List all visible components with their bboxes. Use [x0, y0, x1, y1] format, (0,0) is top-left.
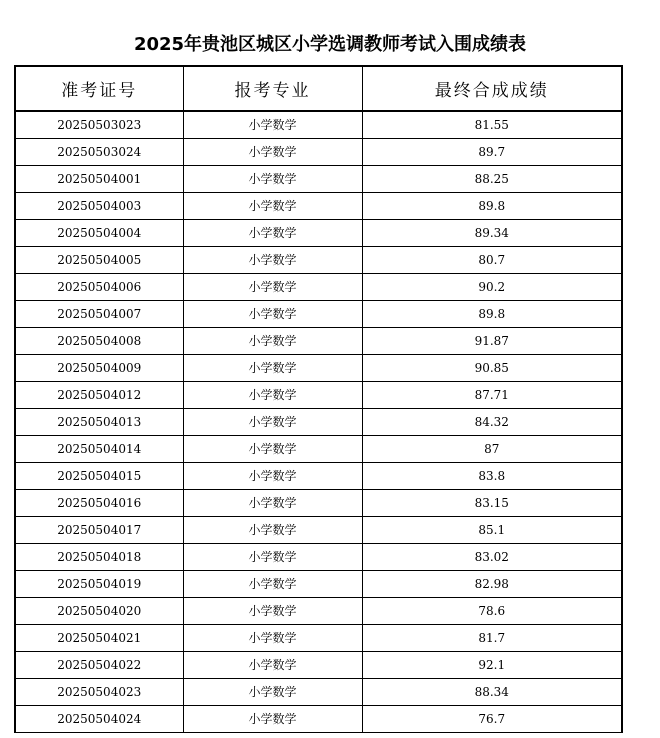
results-table: [14, 65, 623, 733]
table-row: [15, 382, 622, 409]
final-score-cell: 76.7: [362, 706, 622, 733]
exam-id-cell: 20250504004: [15, 220, 183, 247]
table-row: [15, 598, 622, 625]
exam-id-cell: 20250504013: [15, 409, 183, 436]
table-row: [15, 274, 622, 301]
table-row: [15, 328, 622, 355]
exam-id-cell: 20250504007: [15, 301, 183, 328]
table-row: [15, 301, 622, 328]
table-row: [15, 652, 622, 679]
table-row: [15, 409, 622, 436]
exam-id-cell: 20250504003: [15, 193, 183, 220]
major-cell: 小学数学: [183, 463, 362, 490]
major-cell: 小学数学: [183, 274, 362, 301]
table-row: [15, 517, 622, 544]
final-score-cell: 89.8: [362, 193, 622, 220]
exam-id-cell: 20250503023: [15, 111, 183, 139]
major-cell: 小学数学: [183, 220, 362, 247]
final-score-cell: 87.71: [362, 382, 622, 409]
exam-id-cell: 20250504001: [15, 166, 183, 193]
table-row: [15, 220, 622, 247]
final-score-cell: 81.7: [362, 625, 622, 652]
page-title: 2025年贵池区城区小学选调教师考试入围成绩表: [133, 34, 527, 55]
major-cell: 小学数学: [183, 328, 362, 355]
final-score-cell: 81.55: [362, 111, 622, 139]
table-row: [15, 355, 622, 382]
major-cell: 小学数学: [183, 139, 362, 166]
exam-id-cell: 20250504019: [15, 571, 183, 598]
exam-id-cell: 20250504012: [15, 382, 183, 409]
major-cell: 小学数学: [183, 382, 362, 409]
table-body: [15, 111, 622, 733]
major-cell: 小学数学: [183, 247, 362, 274]
major-cell: 小学数学: [183, 355, 362, 382]
major-cell: 小学数学: [183, 598, 362, 625]
major-cell: 小学数学: [183, 652, 362, 679]
exam-id-cell: 20250504008: [15, 328, 183, 355]
exam-id-cell: 20250504017: [15, 517, 183, 544]
exam-id-cell: 20250504021: [15, 625, 183, 652]
final-score-cell: 91.87: [362, 328, 622, 355]
final-score-cell: 83.15: [362, 490, 622, 517]
major-cell: 小学数学: [183, 706, 362, 733]
exam-id-cell: 20250504015: [15, 463, 183, 490]
major-cell: 小学数学: [183, 409, 362, 436]
table-row: [15, 706, 622, 733]
exam-id-cell: 20250504006: [15, 274, 183, 301]
final-score-cell: 80.7: [362, 247, 622, 274]
final-score-cell: 90.85: [362, 355, 622, 382]
table-row: [15, 193, 622, 220]
table-row: [15, 111, 622, 139]
major-cell: 小学数学: [183, 679, 362, 706]
final-score-cell: 88.34: [362, 679, 622, 706]
final-score-cell: 83.02: [362, 544, 622, 571]
major-cell: 小学数学: [183, 301, 362, 328]
column-header-exam-id: 准考证号: [15, 66, 183, 111]
table-row: [15, 463, 622, 490]
final-score-cell: 87: [362, 436, 622, 463]
major-cell: 小学数学: [183, 571, 362, 598]
table-row: [15, 247, 622, 274]
table-row: [15, 139, 622, 166]
final-score-cell: 82.98: [362, 571, 622, 598]
table-row: [15, 166, 622, 193]
table-row: [15, 571, 622, 598]
final-score-cell: 83.8: [362, 463, 622, 490]
final-score-cell: 84.32: [362, 409, 622, 436]
final-score-cell: 88.25: [362, 166, 622, 193]
major-cell: 小学数学: [183, 436, 362, 463]
final-score-cell: 92.1: [362, 652, 622, 679]
major-cell: 小学数学: [183, 625, 362, 652]
exam-id-cell: 20250504024: [15, 706, 183, 733]
final-score-cell: 78.6: [362, 598, 622, 625]
exam-id-cell: 20250504009: [15, 355, 183, 382]
final-score-cell: 89.8: [362, 301, 622, 328]
major-cell: 小学数学: [183, 490, 362, 517]
major-cell: 小学数学: [183, 166, 362, 193]
major-cell: 小学数学: [183, 111, 362, 139]
exam-id-cell: 20250504016: [15, 490, 183, 517]
final-score-cell: 89.34: [362, 220, 622, 247]
column-header-major: 报考专业: [183, 66, 362, 111]
table-row: [15, 625, 622, 652]
exam-id-cell: 20250504005: [15, 247, 183, 274]
column-header-final-score: 最终合成成绩: [362, 66, 622, 111]
header-row: [15, 66, 622, 111]
table-row: [15, 544, 622, 571]
final-score-cell: 90.2: [362, 274, 622, 301]
table-header: [15, 66, 622, 111]
final-score-cell: 89.7: [362, 139, 622, 166]
final-score-cell: 85.1: [362, 517, 622, 544]
major-cell: 小学数学: [183, 544, 362, 571]
exam-id-cell: 20250504020: [15, 598, 183, 625]
results-table-container: [14, 65, 621, 733]
table-row: [15, 436, 622, 463]
major-cell: 小学数学: [183, 193, 362, 220]
exam-id-cell: 20250504014: [15, 436, 183, 463]
table-row: [15, 679, 622, 706]
exam-id-cell: 20250504022: [15, 652, 183, 679]
major-cell: 小学数学: [183, 517, 362, 544]
table-row: [15, 490, 622, 517]
exam-id-cell: 20250503024: [15, 139, 183, 166]
exam-id-cell: 20250504023: [15, 679, 183, 706]
exam-id-cell: 20250504018: [15, 544, 183, 571]
